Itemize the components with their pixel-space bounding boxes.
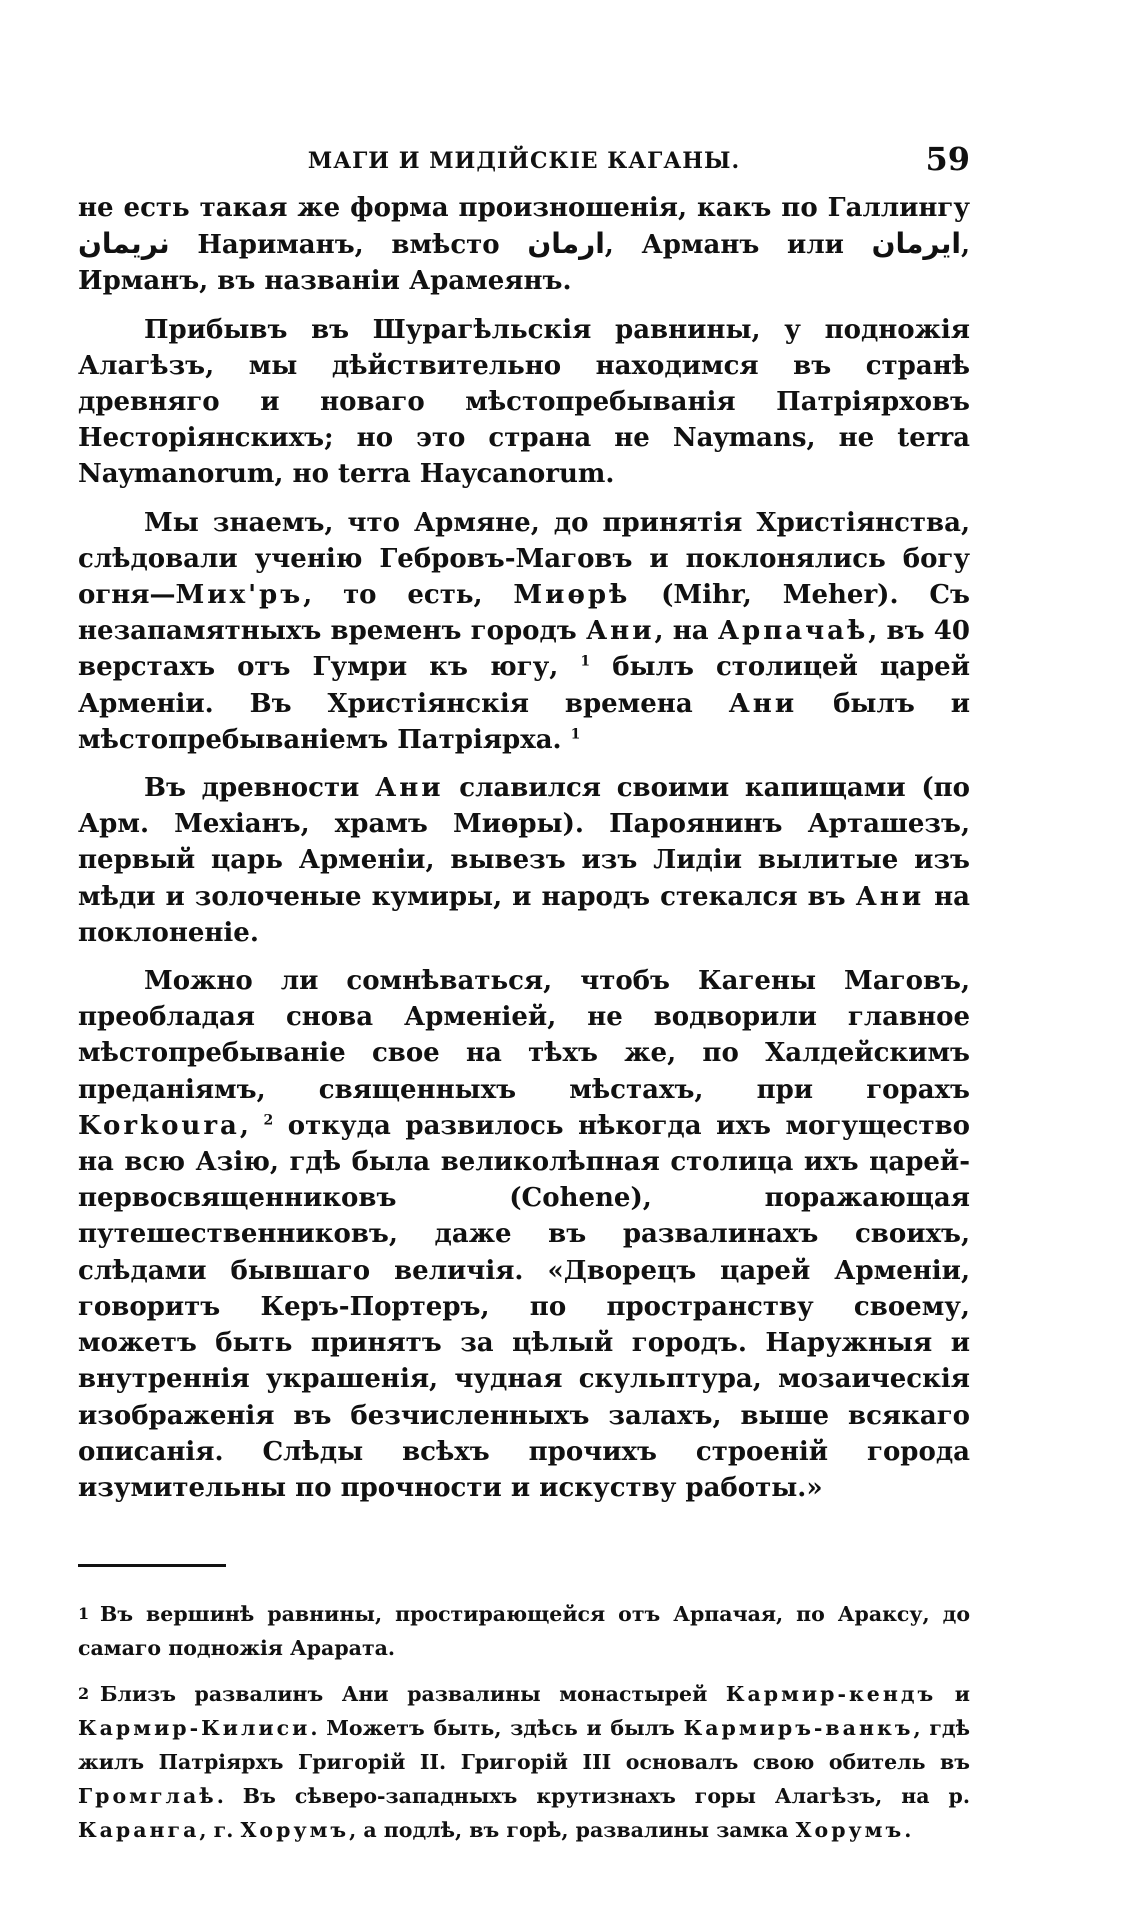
fn2-text-6: , г.	[199, 1818, 241, 1843]
fn2-spaced-khorum-2: Хорумъ	[795, 1818, 905, 1843]
p4-text-2: славился своими капищами (по Арм. Мехіанъ, храмъ Миөры). Пароянинъ Арташезъ, первый царь Арменіи, вывезъ изъ Лидіи вылитые изъ мѣди и золоченые кумиры, и народъ стекался въ	[78, 773, 970, 912]
footnote-2-label: 2	[78, 1684, 90, 1704]
arabic-word-arman: ارمان	[527, 227, 605, 261]
p3-spaced-arpachai: Арпачаѣ	[717, 616, 869, 647]
footnote-separator	[78, 1564, 226, 1567]
footnote-2	[78, 1677, 970, 1847]
paragraph-1	[78, 190, 970, 300]
paragraph-4	[78, 770, 970, 951]
fn2-spaced-karmir-vank: Кармиръ-ванкъ	[683, 1716, 914, 1741]
footnotes	[78, 1597, 970, 1847]
p3-spaced-mithre: Миөрѣ	[513, 580, 631, 611]
p5-spaced-korkoura: Korkoura	[78, 1110, 240, 1141]
paragraph-3	[78, 505, 970, 758]
running-header	[78, 140, 970, 190]
p1-text-4: , Ирманъ, въ названіи Арамеянъ.	[78, 230, 970, 297]
footnote-ref-1a[interactable]: 1	[580, 653, 591, 670]
fn2-text-3: . Можетъ быть, здѣсь и былъ	[310, 1716, 684, 1741]
p3-text-5: , въ 40 верстахъ отъ Гумри къ югу,	[78, 616, 970, 683]
p5-text-2: ,	[239, 1110, 264, 1141]
fn2-text-4: , гдѣ жилъ Патріярхъ Григорій II. Григорій III основалъ свою обитель въ	[78, 1716, 970, 1775]
p3-spaced-ani: Ани	[585, 616, 655, 647]
p3-text-6: былъ столицей царей Арменіи. Въ Христіянскія времена	[78, 652, 971, 719]
p1-text-2: Нариманъ, вмѣсто	[169, 230, 528, 261]
p3-spaced-mihr: Мих'ръ	[175, 580, 304, 611]
arabic-word-nariman: نريمان	[78, 227, 170, 261]
p4-text-1: Въ древности	[144, 773, 376, 804]
p3-text-3: (Mihr, Meher). Съ незапамятныхъ временъ городъ	[78, 580, 970, 647]
page-number: 59	[925, 140, 970, 178]
fn2-spaced-karanga: Каранга	[78, 1818, 200, 1843]
p3-text-2: , то есть,	[303, 580, 514, 611]
fn2-spaced-gromgla: Громглаѣ	[78, 1784, 217, 1809]
p3-spaced-ani-2: Ани	[728, 688, 798, 719]
fn2-text-5: . Въ сѣверо-западныхъ крутизнахъ горы Алагѣзъ, на р.	[216, 1784, 970, 1809]
footnote-ref-1b[interactable]: 1	[570, 726, 581, 743]
p4-spaced-ani: Ани	[375, 773, 444, 804]
fn2-spaced-karmir-kilisi: Кармир-Килиси	[78, 1716, 311, 1741]
fn2-text-2: и	[936, 1682, 971, 1707]
p1-text-1: не есть такая же форма произношенія, какъ по Галлингу	[78, 193, 970, 223]
p3-text-1: Мы знаемъ, что Армяне, до принятія Христіянства, слѣдовали ученію Гебровъ-Маговъ и поклонялись богу огня—	[78, 507, 970, 611]
fn2-text-7: , а подлѣ, въ горѣ, развалины замка	[349, 1818, 796, 1843]
paragraph-2: Прибывъ въ Шурагѣльскія равнины, у подножія Алагѣзъ, мы дѣйствительно находимся въ странѣ древняго и новаго мѣстопребыванія Патріярховъ Несторіянскихъ; но это страна не Naymans, не terra Naymanorum, но terra Haycanorum.	[78, 314, 970, 490]
fn2-spaced-khorum: Хорумъ	[240, 1818, 350, 1843]
arabic-word-irman: ايرمان	[871, 227, 961, 261]
fn2-text-1: Близъ развалинъ Ани развалины монастырей	[100, 1682, 726, 1707]
p4-text-3: на поклоненіе.	[78, 881, 970, 948]
body-text	[78, 190, 970, 1506]
p4-spaced-ani-2: Ани	[855, 881, 925, 912]
fn2-spaced-karmir-kend: Кармир-кендъ	[725, 1682, 937, 1707]
book-page	[78, 140, 970, 1859]
footnote-1-text: Въ вершинѣ равнины, простирающейся отъ Арпачая, по Аракcу, до самаго подножія Арарата.	[78, 1602, 970, 1661]
fn2-text-8: .	[904, 1818, 912, 1843]
p1-text-3: , Арманъ или	[604, 230, 872, 261]
paragraph-5	[78, 963, 970, 1506]
footnote-1-label: 1	[78, 1604, 90, 1624]
running-title: МАГИ И МИДІЙСКІЕ КАГАНЫ.	[307, 148, 741, 174]
p5-text-1: Можно ли сомнѣваться, чтобъ Кагены Маговъ, преобладая снова Арменіей, не водворили главное мѣстопребываніе свое на тѣхъ же, по Халдейскимъ преданіямъ, священныхъ мѣстахъ, при горахъ	[78, 966, 970, 1105]
footnote-ref-2[interactable]: 2	[263, 1112, 274, 1129]
p3-text-7: былъ и мѣстопребываніемъ Патріярха.	[78, 688, 970, 755]
p3-text-4: , на	[654, 616, 718, 647]
p5-text-3: откуда развилось нѣкогда ихъ могущество на всю Азію, гдѣ была великолѣпная столица ихъ царей-первосвященниковъ (Cohene), поражающая путешественниковъ, даже въ развалинахъ своихъ, слѣдами бывшаго величія. «Дворецъ царей Арменіи, говоритъ Керъ-Портеръ, по пространству своему, можетъ быть принятъ за цѣлый городъ. Наружныя и внутреннія украшенія, чудная скульптура, мозаическія изображенія въ безчисленныхъ залахъ, выше всякаго описанія. Слѣды всѣхъ прочихъ строеній города изумительны по прочности и искуству работы.»	[78, 1110, 970, 1503]
footnote-1	[78, 1597, 970, 1665]
